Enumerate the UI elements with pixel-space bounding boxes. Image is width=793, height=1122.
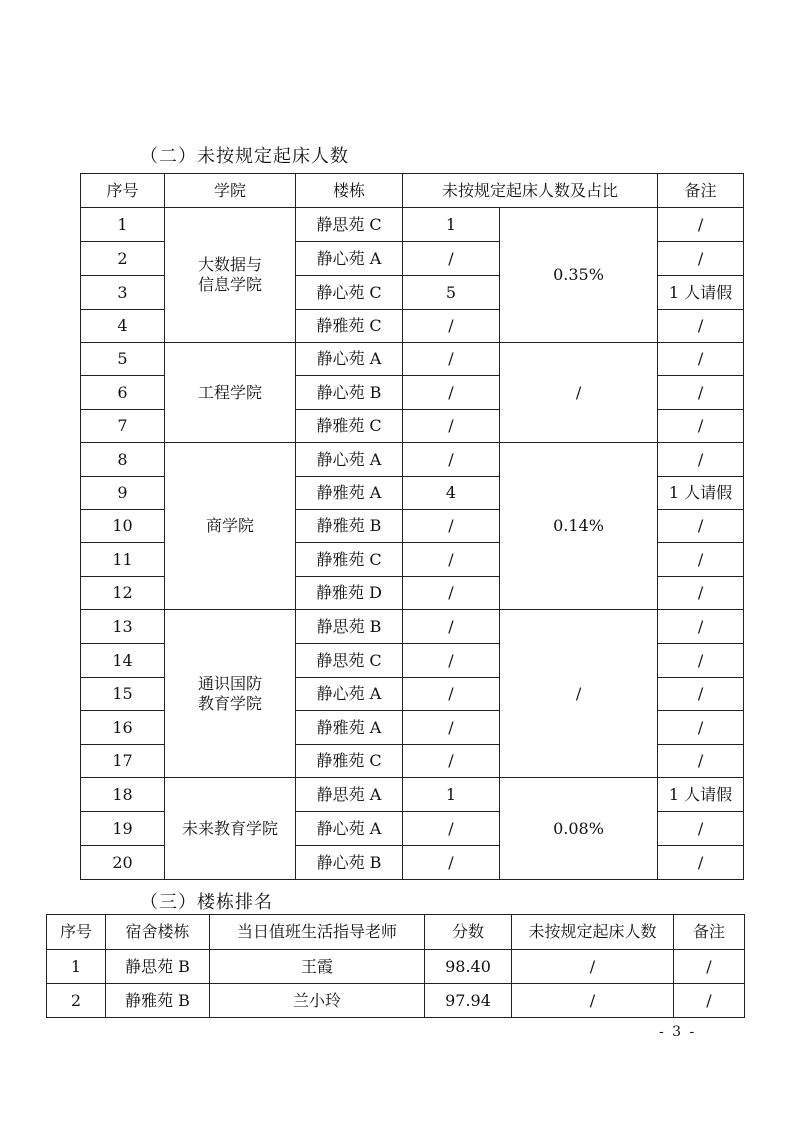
row-number: 3 <box>81 276 165 310</box>
note-cell: / <box>658 644 744 678</box>
row-number: 8 <box>81 443 165 477</box>
row-number: 11 <box>81 543 165 577</box>
building-cell: 静雅苑 C <box>296 543 403 577</box>
count-cell: / <box>512 984 674 1018</box>
count-cell: / <box>403 310 500 343</box>
count-cell: 1 <box>403 208 500 242</box>
row-number: 19 <box>81 812 165 846</box>
table-row <box>81 778 744 812</box>
building-ranking-table <box>46 914 745 1018</box>
building-cell: 静思苑 A <box>296 778 403 812</box>
building-cell: 静雅苑 A <box>296 711 403 745</box>
table-row <box>81 343 744 376</box>
building-cell: 静心苑 B <box>296 846 403 880</box>
note-cell: / <box>658 510 744 543</box>
college-cell: 商学院 <box>165 443 296 610</box>
count-cell: / <box>403 745 500 778</box>
count-cell: 1 <box>403 778 500 812</box>
note-cell: / <box>658 745 744 778</box>
row-number: 9 <box>81 477 165 510</box>
header-cell: 未按规定起床人数 <box>512 915 674 950</box>
header-cell: 备注 <box>674 915 745 950</box>
count-cell: / <box>403 242 500 276</box>
header-cell: 当日值班生活指导老师 <box>210 915 425 950</box>
building-cell: 静思苑 B <box>296 610 403 644</box>
note-cell: / <box>658 242 744 276</box>
ratio-cell: 0.35% <box>500 208 658 343</box>
row-number: 20 <box>81 846 165 880</box>
row-number: 2 <box>81 242 165 276</box>
college-cell: 大数据与 信息学院 <box>165 208 296 343</box>
row-number: 7 <box>81 410 165 443</box>
building-cell: 静思苑 B <box>106 950 210 984</box>
row-number: 18 <box>81 778 165 812</box>
row-number: 15 <box>81 678 165 711</box>
score-cell: 97.94 <box>425 984 512 1018</box>
note-cell: / <box>658 812 744 846</box>
note-cell: / <box>658 610 744 644</box>
count-cell: / <box>403 410 500 443</box>
count-cell: / <box>403 846 500 880</box>
ratio-cell: 0.14% <box>500 443 658 610</box>
note-cell: / <box>658 410 744 443</box>
note-cell: / <box>674 950 745 984</box>
table-row <box>47 950 745 984</box>
header-cell: 备注 <box>658 174 744 208</box>
table-row <box>81 443 744 477</box>
count-cell: / <box>403 678 500 711</box>
header-cell: 学院 <box>165 174 296 208</box>
ratio-cell: / <box>500 610 658 778</box>
header-cell: 分数 <box>425 915 512 950</box>
row-number: 10 <box>81 510 165 543</box>
building-cell: 静心苑 A <box>296 443 403 477</box>
building-cell: 静雅苑 B <box>106 984 210 1018</box>
building-cell: 静雅苑 C <box>296 745 403 778</box>
header-cell: 序号 <box>81 174 165 208</box>
row-number: 1 <box>47 950 106 984</box>
count-cell: / <box>403 577 500 610</box>
count-cell: / <box>403 644 500 678</box>
section-title-building-ranking: （三）楼栋排名 <box>140 892 273 913</box>
row-number: 4 <box>81 310 165 343</box>
row-number: 13 <box>81 610 165 644</box>
section-title-late-rising: （二）未按规定起床人数 <box>140 146 349 167</box>
ranking-header-row <box>47 915 745 950</box>
row-number: 16 <box>81 711 165 745</box>
note-cell: / <box>674 984 745 1018</box>
header-row <box>81 174 744 208</box>
building-cell: 静心苑 A <box>296 812 403 846</box>
note-cell: / <box>658 846 744 880</box>
building-cell: 静雅苑 D <box>296 577 403 610</box>
count-cell: / <box>512 950 674 984</box>
teacher-cell: 兰小玲 <box>210 984 425 1018</box>
table-row <box>81 208 744 242</box>
count-cell: / <box>403 711 500 745</box>
building-cell: 静雅苑 B <box>296 510 403 543</box>
count-cell: / <box>403 543 500 577</box>
score-cell: 98.40 <box>425 950 512 984</box>
count-cell: / <box>403 812 500 846</box>
table-row <box>47 984 745 1018</box>
note-cell: / <box>658 711 744 745</box>
building-cell: 静雅苑 C <box>296 410 403 443</box>
building-cell: 静雅苑 C <box>296 310 403 343</box>
count-cell: / <box>403 510 500 543</box>
note-cell: 1 人请假 <box>658 276 744 310</box>
header-cell: 宿舍楼栋 <box>106 915 210 950</box>
count-cell: / <box>403 343 500 376</box>
row-number: 1 <box>81 208 165 242</box>
college-cell: 工程学院 <box>165 343 296 443</box>
row-number: 17 <box>81 745 165 778</box>
building-cell: 静心苑 B <box>296 376 403 410</box>
building-cell: 静心苑 A <box>296 343 403 376</box>
building-cell: 静心苑 A <box>296 678 403 711</box>
header-cell: 楼栋 <box>296 174 403 208</box>
count-cell: / <box>403 610 500 644</box>
late-rising-table <box>80 173 744 880</box>
row-number: 12 <box>81 577 165 610</box>
count-cell: 4 <box>403 477 500 510</box>
note-cell: / <box>658 577 744 610</box>
note-cell: / <box>658 208 744 242</box>
header-cell: 未按规定起床人数及占比 <box>403 174 658 208</box>
row-number: 5 <box>81 343 165 376</box>
note-cell: / <box>658 310 744 343</box>
college-cell: 未来教育学院 <box>165 778 296 880</box>
table-row <box>81 610 744 644</box>
teacher-cell: 王霞 <box>210 950 425 984</box>
header-cell: 序号 <box>47 915 106 950</box>
building-cell: 静雅苑 A <box>296 477 403 510</box>
row-number: 2 <box>47 984 106 1018</box>
building-cell: 静思苑 C <box>296 644 403 678</box>
page-number: - 3 - <box>659 1024 697 1040</box>
note-cell: 1 人请假 <box>658 477 744 510</box>
building-cell: 静心苑 C <box>296 276 403 310</box>
row-number: 14 <box>81 644 165 678</box>
count-cell: 5 <box>403 276 500 310</box>
note-cell: / <box>658 443 744 477</box>
row-number: 6 <box>81 376 165 410</box>
building-cell: 静思苑 C <box>296 208 403 242</box>
count-cell: / <box>403 376 500 410</box>
note-cell: / <box>658 678 744 711</box>
ratio-cell: / <box>500 343 658 443</box>
note-cell: / <box>658 543 744 577</box>
ratio-cell: 0.08% <box>500 778 658 880</box>
building-cell: 静心苑 A <box>296 242 403 276</box>
college-cell: 通识国防 教育学院 <box>165 610 296 778</box>
note-cell: / <box>658 376 744 410</box>
count-cell: / <box>403 443 500 477</box>
note-cell: 1 人请假 <box>658 778 744 812</box>
note-cell: / <box>658 343 744 376</box>
